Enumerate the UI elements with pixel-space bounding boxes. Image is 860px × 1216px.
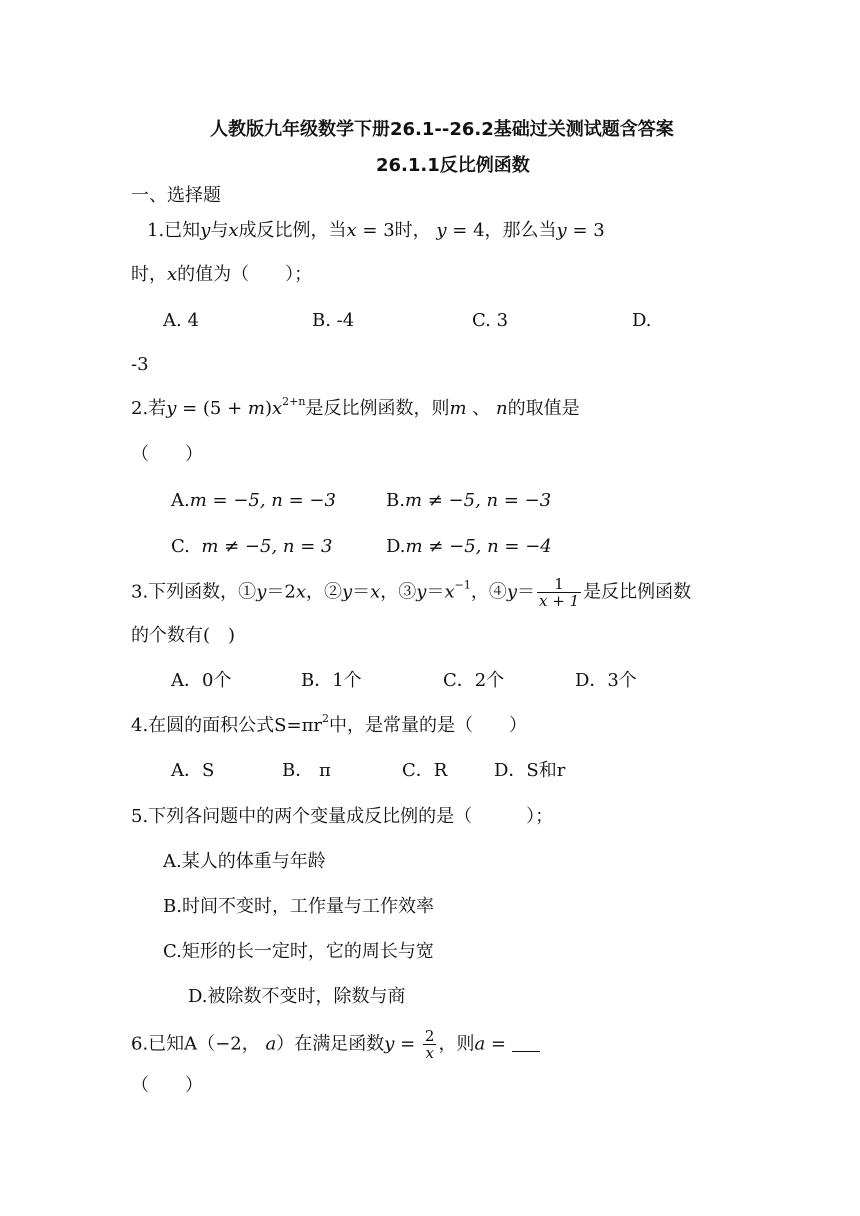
document-title: 人教版九年级数学下册26.1--26.2基础过关测试题含答案: [210, 119, 674, 140]
option-1b: B. -4: [312, 310, 355, 331]
fraction-2-over-x: $\frac{2}{x}$: [424, 1027, 435, 1062]
question-6-stem: 6.已知A（−2， a）在满足函数y = $\frac{2}{x}$ ，则a =: [131, 1028, 540, 1061]
option-1d-value: -3: [131, 354, 149, 375]
option-1d: D.: [632, 310, 652, 331]
question-2-stem: 2.若$y = (5 + m)x^{2+n}$是反比例函数，则m 、 n的取值是: [131, 395, 580, 419]
option-2b: B.m ≠ −5, n = −3: [386, 490, 552, 511]
option-5d: D.被除数不变时，除数与商: [188, 986, 406, 1007]
option-3d: D．3个: [575, 670, 637, 691]
option-2d: D.m ≠ −5, n = −4: [386, 536, 552, 557]
answer-blank: [512, 1035, 540, 1052]
fraction-1-over-x-plus-1: $\frac{1}{x + 1}$: [539, 575, 580, 610]
section-heading: 一、选择题: [131, 185, 221, 206]
option-2c: C. m ≠ −5, n = 3: [171, 536, 333, 557]
option-5c: C.矩形的长一定时，它的周长与宽: [163, 941, 434, 962]
option-4b: B． π: [282, 760, 331, 781]
option-3a: A．0个: [171, 670, 232, 691]
question-3-stem: 3.下列函数，①y＝2x，②y＝x，$③y=x^{-1}$，④y＝ $\frac{1}{x + 1}$ 是反比例函数: [131, 575, 692, 610]
option-3c: C．2个: [443, 670, 505, 691]
option-2a: A.m = −5, n = −3: [171, 490, 336, 511]
question-4-stem: 4.在圆的面积公式$S=\pi r^2$中，是常量的是（ ）: [131, 712, 528, 736]
option-1a: A. 4: [163, 310, 199, 331]
document-subtitle: 26.1.1反比例函数: [376, 155, 530, 176]
option-5a: A.某人的体重与年龄: [163, 851, 326, 872]
question-2-paren: （ ）: [131, 444, 203, 465]
option-1c: C. 3: [472, 310, 509, 331]
option-4c: C．R: [402, 760, 448, 781]
option-3b: B．1个: [301, 670, 362, 691]
question-1-stem-cont: 时，x的值为（ ）；: [131, 264, 313, 285]
question-3-stem-cont: 的个数有( ): [131, 625, 236, 646]
question-5-stem: 5.下列各问题中的两个变量成反比例的是（ ）；: [131, 806, 554, 827]
question-1-stem: 1.已知y与x成反比例，当x = 3时， y = 4，那么当y = 3: [147, 220, 605, 241]
question-6-paren: （ ）: [131, 1075, 203, 1096]
option-4d: D．S和r: [494, 760, 566, 781]
option-4a: A．S: [171, 760, 215, 781]
option-5b: B.时间不变时，工作量与工作效率: [163, 896, 434, 917]
